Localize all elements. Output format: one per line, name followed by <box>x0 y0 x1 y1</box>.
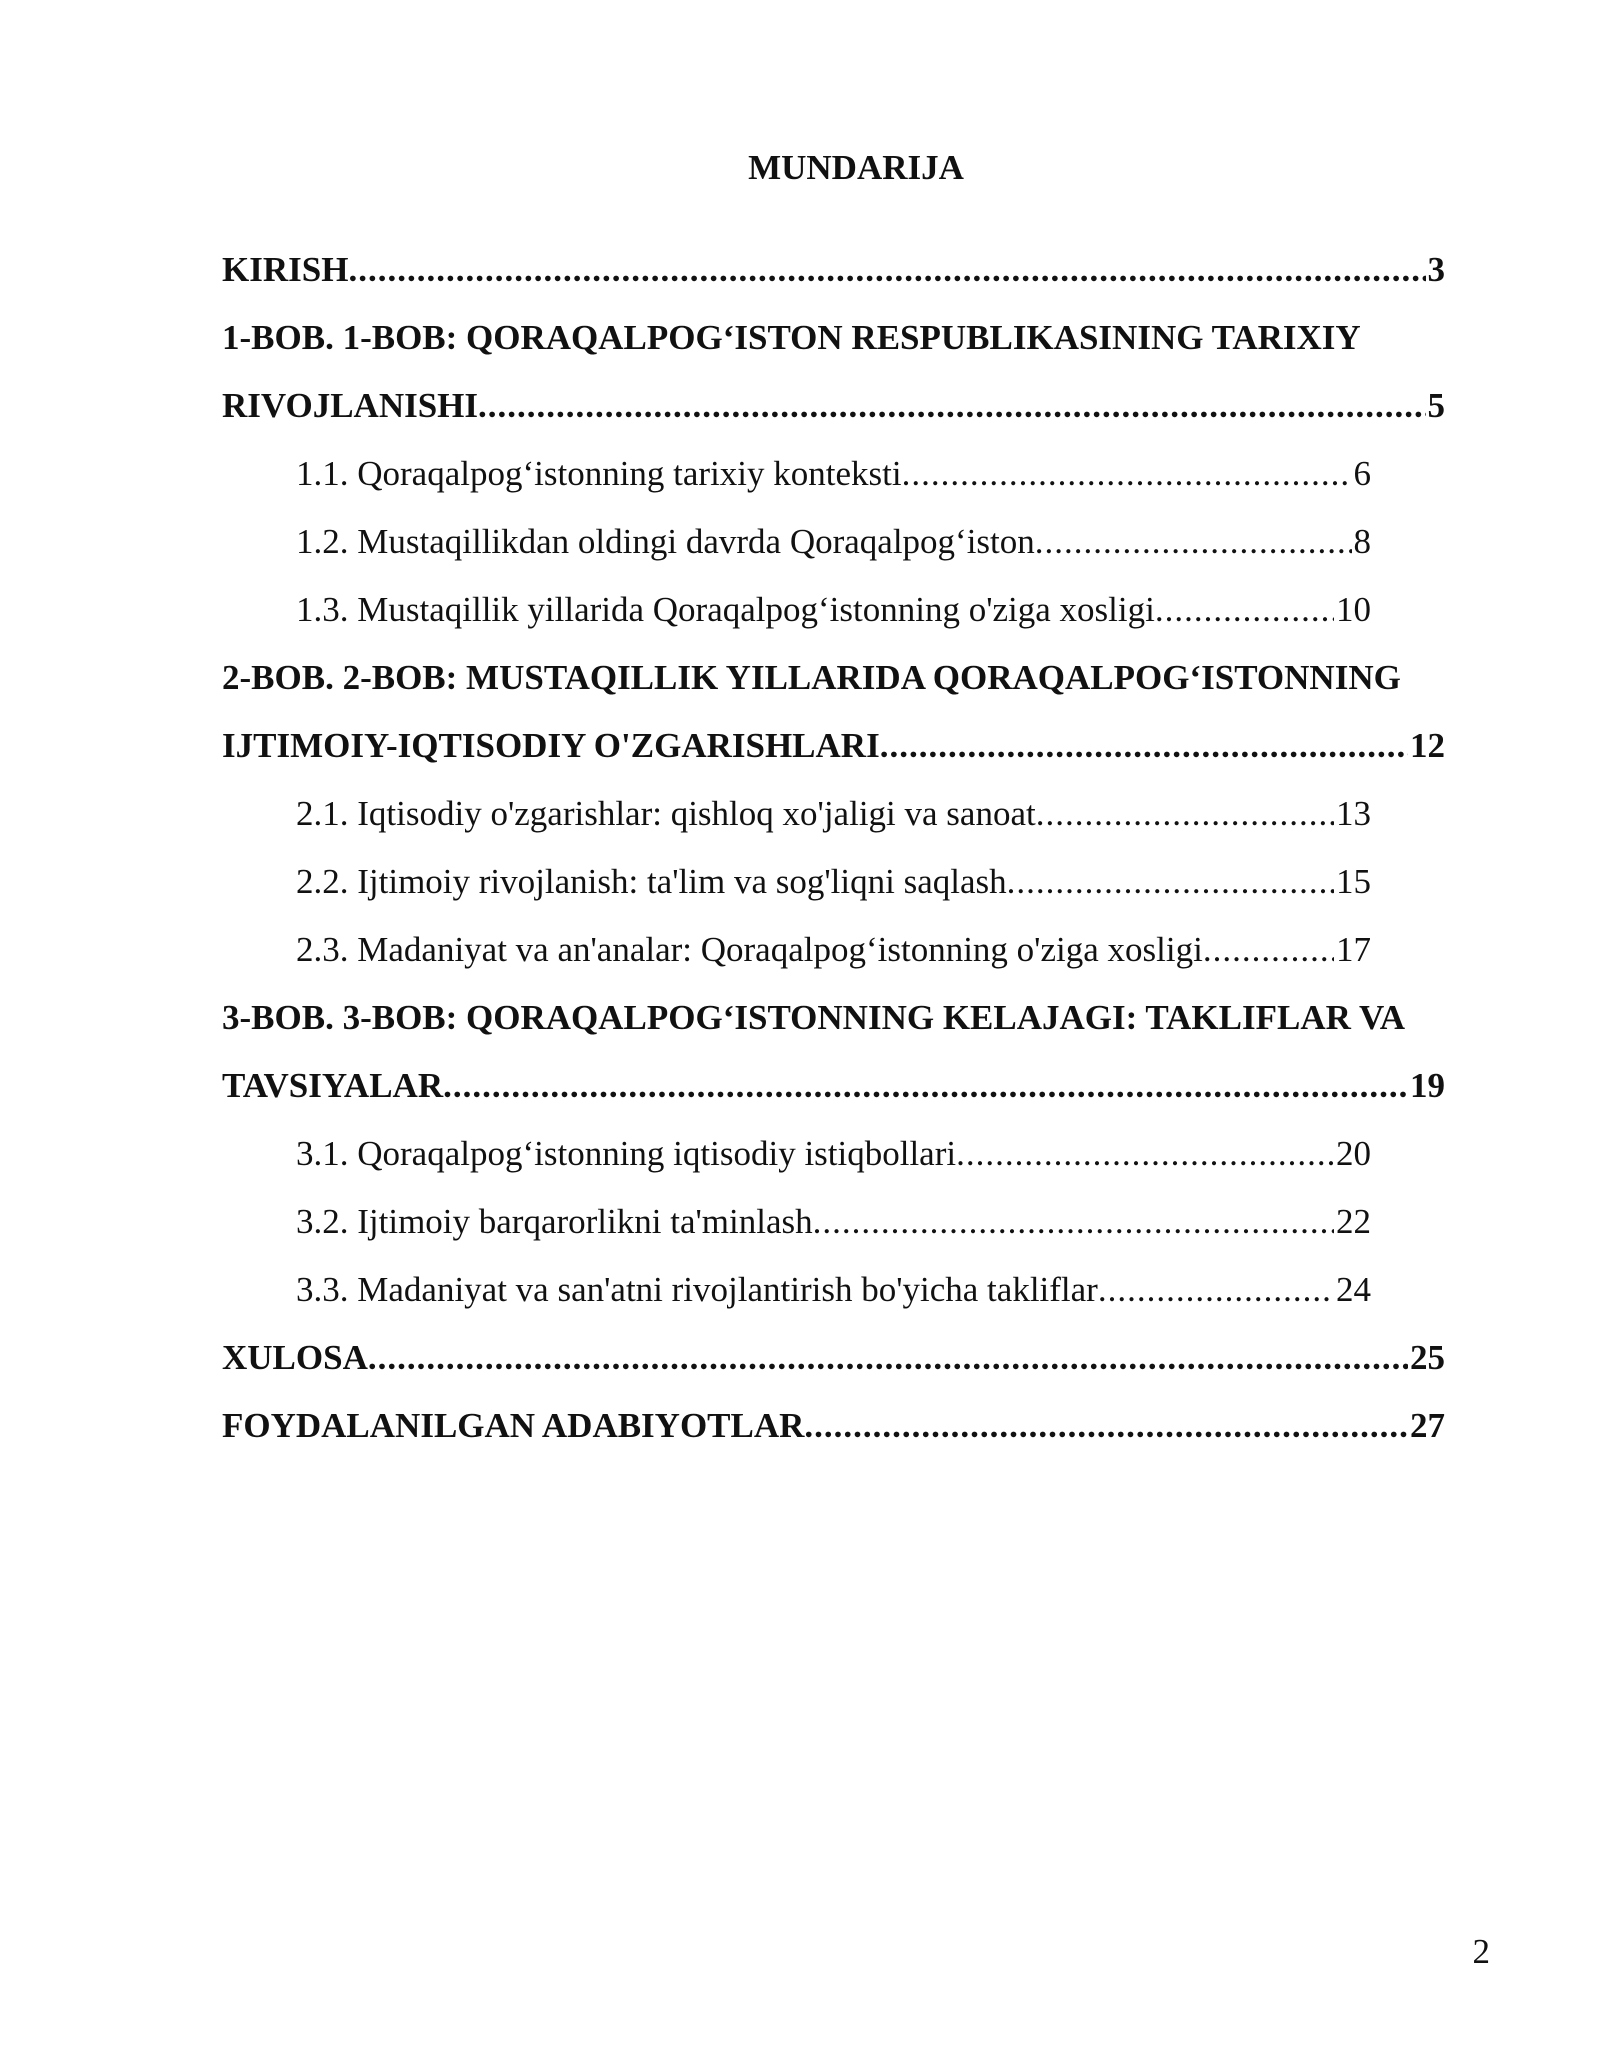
dot-leader <box>1036 780 1334 848</box>
toc-page-number: 12 <box>1410 726 1445 765</box>
toc-page-number: 8 <box>1353 522 1371 561</box>
toc-page-number: 13 <box>1336 794 1371 833</box>
toc-entry-text: 2.2. Ijtimoiy rivojlanish: ta'lim va sog'liqni saqlash <box>296 862 1007 901</box>
toc-entry-text: KIRISH <box>222 250 349 289</box>
toc-entry-text-line2: TAVSIYALAR <box>222 1066 444 1105</box>
dot-leader <box>1098 1256 1334 1324</box>
dot-leader <box>1035 508 1352 576</box>
toc-entry-text: 1.1. Qoraqalpog‘istonning tarixiy konteksti <box>296 454 902 493</box>
toc-page-number: 3 <box>1427 250 1445 289</box>
toc-page-number: 5 <box>1427 386 1445 425</box>
toc-entry-text: FOYDALANILGAN ADABIYOTLAR <box>222 1406 805 1445</box>
dot-leader <box>443 1052 1408 1120</box>
toc-page-number: 15 <box>1336 862 1371 901</box>
toc-entry-text-line1: 3-BOB. 3-BOB: QORAQALPOG‘ISTONNING KELAJAGI: TAKLIFLAR VA <box>222 998 1406 1037</box>
dot-leader <box>1155 576 1334 644</box>
toc-entry-text: 3.3. Madaniyat va san'atni rivojlantirish bo'yicha takliflar <box>296 1270 1098 1309</box>
dot-leader <box>348 236 1425 304</box>
toc-entry-text: 1.2. Mustaqillikdan oldingi davrda Qoraqalpog‘iston <box>296 522 1035 561</box>
dot-leader <box>1007 848 1334 916</box>
toc-entry-section-2-2[interactable] <box>296 848 1371 916</box>
toc-entry-text: 2.1. Iqtisodiy o'zgarishlar: qishloq xo'jaligi va sanoat <box>296 794 1036 833</box>
toc-entry-section-1-3[interactable] <box>296 576 1371 644</box>
toc-page-number: 22 <box>1336 1202 1371 1241</box>
toc-page-number: 10 <box>1336 590 1371 629</box>
dot-leader <box>368 1324 1408 1392</box>
toc-heading-wrap <box>0 148 1600 188</box>
toc-page-number: 17 <box>1336 930 1371 969</box>
toc-entry-section-3-2[interactable] <box>296 1188 1371 1256</box>
toc-page-number: 27 <box>1410 1406 1445 1445</box>
toc-entry-section-2-3[interactable] <box>296 916 1371 984</box>
toc-entry-text-line2: RIVOJLANISHI <box>222 386 479 425</box>
toc-entry-xulosa[interactable] <box>222 1324 1445 1392</box>
dot-leader <box>478 372 1425 440</box>
toc-entry-text: 1.3. Mustaqillik yillarida Qoraqalpog‘istonning o'ziga xosligi <box>296 590 1155 629</box>
toc-entry-section-3-1[interactable] <box>296 1120 1371 1188</box>
toc-entry-text-line1: 1-BOB. 1-BOB: QORAQALPOG‘ISTON RESPUBLIKASINING TARIXIY <box>222 318 1361 357</box>
toc-entry-chapter-2[interactable] <box>222 644 1445 780</box>
toc-entry-bibliography[interactable] <box>222 1392 1445 1460</box>
toc-entry-text-line1: 2-BOB. 2-BOB: MUSTAQILLIK YILLARIDA QORAQALPOG‘ISTONNING <box>222 658 1401 697</box>
toc-entry-text-line2: IJTIMOIY-IQTISODIY O'ZGARISHLARI <box>222 726 880 765</box>
toc-entry-text: XULOSA <box>222 1338 368 1377</box>
toc-entry-text: 3.1. Qoraqalpog‘istonning iqtisodiy istiqbollari <box>296 1134 957 1173</box>
dot-leader <box>956 1120 1334 1188</box>
toc-page-number: 25 <box>1410 1338 1445 1377</box>
toc-entry-chapter-3[interactable] <box>222 984 1445 1120</box>
page-number: 2 <box>1472 1932 1490 1971</box>
toc-page-number: 24 <box>1336 1270 1371 1309</box>
toc-entry-text: 2.3. Madaniyat va an'analar: Qoraqalpog‘istonning o'ziga xosligi <box>296 930 1203 969</box>
toc-entry-section-2-1[interactable] <box>296 780 1371 848</box>
toc-entry-chapter-1[interactable] <box>222 304 1445 440</box>
toc-entry-section-1-2[interactable] <box>296 508 1371 576</box>
toc-entry-section-1-1[interactable] <box>296 440 1371 508</box>
dot-leader <box>880 712 1408 780</box>
dot-leader <box>804 1392 1408 1460</box>
dot-leader <box>902 440 1352 508</box>
table-of-contents <box>222 236 1472 1460</box>
toc-entry-section-3-3[interactable] <box>296 1256 1371 1324</box>
toc-page-number: 19 <box>1410 1066 1445 1105</box>
toc-page-number: 6 <box>1353 454 1371 493</box>
toc-entry-text: 3.2. Ijtimoiy barqarorlikni ta'minlash <box>296 1202 813 1241</box>
toc-heading: MUNDARIJA <box>748 148 964 187</box>
toc-entry-kirish[interactable] <box>222 236 1445 304</box>
dot-leader <box>1203 916 1334 984</box>
dot-leader <box>813 1188 1334 1256</box>
toc-page-number: 20 <box>1336 1134 1371 1173</box>
